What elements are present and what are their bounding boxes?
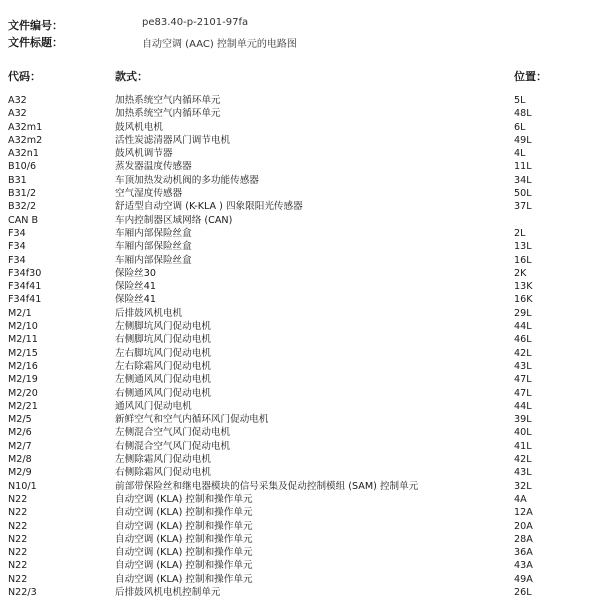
component-description: 车厢内部保险丝盒 [115, 241, 192, 253]
component-location: 48L [514, 108, 532, 120]
component-code: A32m2 [8, 134, 43, 146]
component-code: A32m1 [8, 121, 43, 133]
list-item [0, 493, 603, 506]
component-code: A32 [8, 95, 27, 106]
component-code: F34f30 [8, 267, 42, 279]
list-item [0, 546, 603, 559]
list-item [0, 400, 603, 413]
component-location: 11L [514, 161, 532, 173]
list-item [0, 267, 603, 280]
component-location: 32L [514, 480, 532, 492]
component-code: F34f41 [8, 294, 42, 306]
component-code: N22 [8, 493, 28, 505]
component-code: M2/7 [8, 440, 32, 452]
component-description: 新鲜空气和空气内循环风门促动电机 [115, 414, 269, 426]
component-code: B31/2 [8, 188, 37, 200]
component-description: 左右除霜风门促动电机 [115, 360, 211, 372]
component-description: 鼓风机调节器 [115, 148, 173, 160]
column-header-code: 代码： [8, 70, 41, 83]
component-location: 5L [514, 95, 526, 106]
list-item [0, 280, 603, 293]
component-location: 37L [514, 201, 532, 213]
list-item [0, 240, 603, 253]
list-item [0, 293, 603, 306]
list-item [0, 559, 603, 572]
component-description: 活性炭滤清器风门调节电机 [115, 134, 231, 146]
component-location: 50L [514, 188, 532, 200]
component-description: 左侧脚坑风门促动电机 [115, 321, 211, 333]
component-location: 40L [514, 427, 532, 439]
component-location: 49L [514, 134, 532, 146]
component-location: 20A [514, 520, 533, 532]
list-item [0, 187, 603, 200]
list-item [0, 413, 603, 426]
list-item [0, 586, 603, 599]
component-location: 13K [514, 281, 533, 293]
component-code: M2/15 [8, 347, 38, 359]
list-item [0, 174, 603, 187]
component-description: 车顶加热发动机阀的多功能传感器 [115, 174, 259, 186]
list-item [0, 107, 603, 120]
list-item [0, 200, 603, 213]
component-location: 6L [514, 121, 526, 133]
component-location: 49A [514, 573, 533, 585]
component-code: M2/9 [8, 467, 32, 479]
component-description: 保险丝30 [115, 267, 156, 279]
component-description: 舒适型自动空调 (K-KLA ) 四象限阳光传感器 [115, 201, 303, 213]
component-description: 车厢内部保险丝盒 [115, 227, 192, 239]
list-item [0, 307, 603, 320]
component-code: N10/1 [8, 480, 37, 492]
component-code: N22 [8, 547, 28, 559]
component-code: M2/10 [8, 321, 38, 333]
list-item [0, 160, 603, 173]
component-location: 47L [514, 387, 532, 399]
component-description: 左侧混合空气风门促动电机 [115, 427, 231, 439]
component-code: B31 [8, 174, 27, 186]
column-header-description: 款式： [115, 70, 148, 83]
component-description: 通风风门促动电机 [115, 400, 192, 412]
doc-number-value: pe83.40-p-2101-97fa [142, 17, 249, 28]
component-code: CAN B [8, 214, 39, 226]
list-item [0, 360, 603, 373]
component-location: 43L [514, 360, 532, 372]
component-code: F34f41 [8, 281, 42, 293]
list-item [0, 506, 603, 519]
component-code: F34 [8, 241, 26, 253]
component-description: 加热系统空气内循环单元 [115, 95, 221, 106]
component-code: M2/21 [8, 400, 38, 412]
component-code: M2/20 [8, 387, 38, 399]
component-description: 蒸发器温度传感器 [115, 161, 192, 173]
component-description: 自动空调 (KLA) 控制和操作单元 [115, 573, 253, 585]
component-location: 36A [514, 547, 533, 559]
component-description: 自动空调 (KLA) 控制和操作单元 [115, 520, 253, 532]
component-description: 前部带保险丝和继电器模块的信号采集及促动控制模组 (SAM) 控制单元 [115, 480, 419, 492]
component-code: M2/6 [8, 427, 32, 439]
list-item [0, 347, 603, 360]
component-location: 34L [514, 174, 532, 186]
component-description: 自动空调 (KLA) 控制和操作单元 [115, 507, 253, 519]
component-location: 29L [514, 307, 532, 319]
component-description: 车厢内部保险丝盒 [115, 254, 192, 266]
doc-title-value: 自动空调 (AAC) 控制单元的电路图 [142, 39, 297, 50]
component-location: 43A [514, 560, 533, 572]
component-location: 46L [514, 334, 532, 346]
component-description: 空气湿度传感器 [115, 188, 183, 200]
component-description: 后排鼓风机电机控制单元 [115, 586, 221, 598]
component-description: 右侧脚坑风门促动电机 [115, 334, 211, 346]
column-header-location: 位置： [514, 70, 547, 83]
component-description: 车内控制器区域网络 (CAN) [115, 214, 233, 226]
list-item [0, 453, 603, 466]
list-item [0, 227, 603, 240]
component-location: 2L [514, 227, 526, 239]
component-description: 鼓风机电机 [115, 121, 163, 133]
list-item [0, 320, 603, 333]
component-description: 自动空调 (KLA) 控制和操作单元 [115, 533, 253, 545]
component-location: 4L [514, 148, 526, 160]
list-item [0, 533, 603, 546]
component-description: 自动空调 (KLA) 控制和操作单元 [115, 493, 253, 505]
doc-number-label: 文件编号： [8, 19, 63, 32]
component-location: 2K [514, 267, 527, 279]
component-code: B10/6 [8, 161, 37, 173]
list-item [0, 573, 603, 586]
list-item [0, 440, 603, 453]
component-location: 42L [514, 347, 532, 359]
component-code: M2/8 [8, 454, 32, 466]
component-code: N22 [8, 507, 28, 519]
component-description: 右侧除霜风门促动电机 [115, 467, 211, 479]
component-code: N22 [8, 533, 28, 545]
component-description: 左侧通风风门促动电机 [115, 374, 211, 386]
component-location: 43L [514, 467, 532, 479]
component-location: 26L [514, 586, 532, 598]
component-description: 加热系统空气内循环单元 [115, 108, 221, 120]
list-item [0, 214, 603, 227]
component-location: 44L [514, 400, 532, 412]
component-list [0, 94, 603, 599]
component-code: B32/2 [8, 201, 37, 213]
list-item [0, 121, 603, 134]
component-code: N22 [8, 573, 28, 585]
component-location: 41L [514, 440, 532, 452]
component-code: A32n1 [8, 148, 39, 160]
component-location: 42L [514, 454, 532, 466]
component-code: M2/19 [8, 374, 38, 386]
list-item [0, 520, 603, 533]
component-location: 39L [514, 414, 532, 426]
component-location: 28A [514, 533, 533, 545]
component-location: 47L [514, 374, 532, 386]
list-item [0, 94, 603, 107]
component-location: 13L [514, 241, 532, 253]
component-location: 16L [514, 254, 532, 266]
component-location: 16K [514, 294, 533, 306]
list-item [0, 254, 603, 267]
component-code: A32 [8, 108, 27, 120]
component-code: N22 [8, 520, 28, 532]
component-description: 左侧除霜风门促动电机 [115, 454, 211, 466]
list-item [0, 134, 603, 147]
component-code: M2/5 [8, 414, 32, 426]
list-item [0, 480, 603, 493]
component-location: 44L [514, 321, 532, 333]
component-code: F34 [8, 254, 26, 266]
list-item [0, 466, 603, 479]
component-description: 保险丝41 [115, 281, 156, 293]
list-item [0, 333, 603, 346]
component-description: 保险丝41 [115, 294, 156, 306]
component-description: 后排鼓风机电机 [115, 307, 183, 319]
component-code: M2/11 [8, 334, 38, 346]
list-item [0, 147, 603, 160]
list-item [0, 426, 603, 439]
component-location: 12A [514, 507, 533, 519]
component-description: 右侧通风风门促动电机 [115, 387, 211, 399]
component-code: N22 [8, 560, 28, 572]
doc-title-label: 文件标题： [8, 36, 63, 49]
component-description: 右侧混合空气风门促动电机 [115, 440, 231, 452]
component-code: F34 [8, 227, 26, 239]
component-code: N22/3 [8, 586, 37, 598]
component-description: 自动空调 (KLA) 控制和操作单元 [115, 547, 253, 559]
component-description: 左右脚坑风门促动电机 [115, 347, 211, 359]
list-item [0, 373, 603, 386]
component-location: 4A [514, 493, 527, 505]
component-code: M2/16 [8, 360, 38, 372]
component-description: 自动空调 (KLA) 控制和操作单元 [115, 560, 253, 572]
component-code: M2/1 [8, 307, 32, 319]
list-item [0, 387, 603, 400]
